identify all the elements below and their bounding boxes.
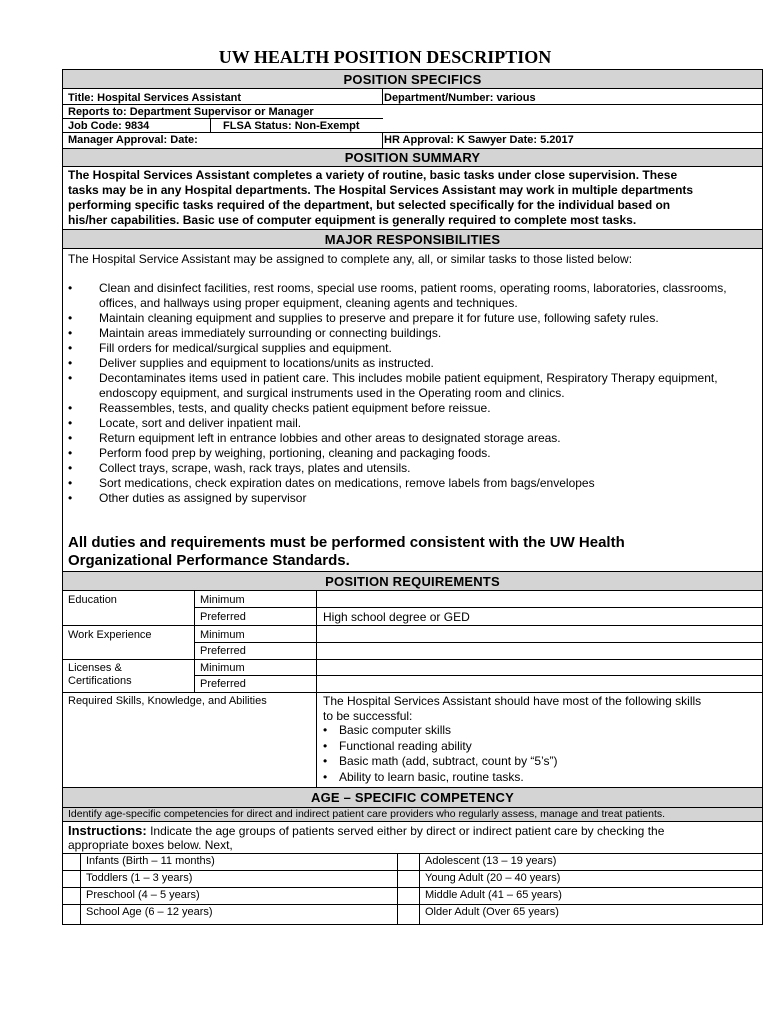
- list-item: • Maintain cleaning equipment and supplies to preserve and prepare it for future use, following safety rules.: [68, 311, 758, 326]
- title-field: Title: Hospital Services Assistant: [68, 92, 242, 104]
- minimum-label: Minimum: [200, 629, 245, 641]
- divider: [382, 89, 383, 104]
- skills-intro: The Hospital Services Assistant should have most of the following skills: [323, 694, 702, 708]
- minimum-label: Minimum: [200, 662, 245, 674]
- list-item: • Maintain areas immediately surrounding or connecting buildings.: [68, 326, 758, 341]
- divider: [419, 853, 420, 924]
- flsa-field: FLSA Status: Non-Exempt: [223, 120, 360, 132]
- performance-statement: Organizational Performance Standards.: [68, 552, 350, 569]
- preferred-label: Preferred: [200, 611, 246, 623]
- list-item: • Sort medications, check expiration dates on medications, remove labels from bags/envelopes: [68, 476, 758, 491]
- hr-approval-field: HR Approval: K Sawyer Date: 5.2017: [384, 134, 574, 146]
- summary-line: performing specific tasks required of the department, but selected specifically for the individual based on: [68, 198, 671, 212]
- job-code-field: Job Code: 9834: [68, 120, 150, 132]
- major-responsibilities-heading: MAJOR RESPONSIBILITIES: [63, 229, 762, 249]
- list-item: • Return equipment left in entrance lobbies and other areas to designated storage areas.: [68, 431, 758, 446]
- manager-approval-field: Manager Approval: Date:: [68, 134, 198, 146]
- infants-checkbox[interactable]: [63, 854, 80, 870]
- divider: [63, 625, 762, 626]
- position-summary-heading: POSITION SUMMARY: [63, 148, 762, 167]
- divider: [210, 118, 211, 132]
- preferred-label: Preferred: [200, 645, 246, 657]
- list-item: • Basic math (add, subtract, count by “5’s”): [323, 754, 558, 770]
- divider: [80, 853, 81, 924]
- licenses-label: Licenses &: [68, 662, 122, 674]
- reports-to-field: Reports to: Department Supervisor or Manager: [68, 106, 314, 118]
- age-group-label: Toddlers (1 – 3 years): [86, 872, 193, 884]
- adolescent-checkbox[interactable]: [398, 854, 419, 870]
- age-competency-heading: AGE – SPECIFIC COMPETENCY: [63, 787, 762, 808]
- divider: [63, 821, 762, 822]
- list-item: • Ability to learn basic, routine tasks.: [323, 770, 558, 786]
- skills-intro: to be successful:: [323, 709, 413, 723]
- position-requirements-heading: POSITION REQUIREMENTS: [63, 571, 762, 591]
- instructions-text: appropriate boxes below. Next,: [68, 838, 233, 852]
- performance-statement: All duties and requirements must be performed consistent with the UW Health: [68, 534, 625, 551]
- school-age-checkbox[interactable]: [63, 905, 80, 923]
- list-item: • Perform food prep by weighing, portioning, cleaning and packaging foods.: [68, 446, 758, 461]
- list-item: • Deliver supplies and equipment to locations/units as instructed.: [68, 356, 758, 371]
- list-item: • Functional reading ability: [323, 739, 558, 755]
- instructions-label: Instructions:: [68, 823, 147, 838]
- young-adult-checkbox[interactable]: [398, 871, 419, 887]
- divider: [194, 675, 762, 676]
- age-group-label: School Age (6 – 12 years): [86, 906, 213, 918]
- age-group-label: Infants (Birth – 11 months): [86, 855, 215, 867]
- list-item: • Clean and disinfect facilities, rest rooms, special use rooms, patient rooms, operating rooms, laboratories, classrooms, offices, and hallways using proper equipment, cleaning agents and techniques.: [68, 281, 758, 311]
- list-item: • Collect trays, scrape, wash, rack trays, plates and utensils.: [68, 461, 758, 476]
- list-item: • Other duties as assigned by supervisor: [68, 491, 758, 506]
- instructions-body: Indicate the age groups of patients served either by direct or indirect patient care by checking the: [146, 824, 665, 838]
- divider: [63, 104, 762, 105]
- department-field: Department/Number: various: [384, 92, 536, 104]
- divider: [382, 132, 383, 148]
- identify-text: Identify age-specific competencies for direct and indirect patient care providers who regularly assess, manage and treat patients.: [68, 808, 666, 820]
- education-label: Education: [68, 594, 117, 606]
- list-item: • Decontaminates items used in patient care. This includes mobile patient equipment, Respiratory Therapy equipment, endoscopy equipment, and surgical instruments used in the Operating room and clinics.: [68, 371, 758, 401]
- age-group-label: Preschool (4 – 5 years): [86, 889, 200, 901]
- older-adult-checkbox[interactable]: [398, 905, 419, 923]
- age-group-label: Middle Adult (41 – 65 years): [425, 889, 562, 901]
- list-item: • Fill orders for medical/surgical supplies and equipment.: [68, 341, 758, 356]
- summary-line: tasks may be in any Hospital departments. The Hospital Services Assistant may work in multiple departments: [68, 183, 694, 197]
- preferred-label: Preferred: [200, 678, 246, 690]
- summary-line: The Hospital Services Assistant completes a variety of routine, basic tasks under close supervision. These: [68, 168, 678, 182]
- toddlers-checkbox[interactable]: [63, 871, 80, 887]
- list-item: • Locate, sort and deliver inpatient mail.: [68, 416, 758, 431]
- instructions-text: [68, 823, 664, 838]
- page-title: UW HEALTH POSITION DESCRIPTION: [218, 47, 552, 67]
- divider: [194, 642, 762, 643]
- divider: [194, 607, 762, 608]
- skills-label: Required Skills, Knowledge, and Abilities: [68, 695, 267, 707]
- licenses-label: Certifications: [68, 675, 132, 687]
- preschool-checkbox[interactable]: [63, 888, 80, 904]
- summary-line: his/her capabilities. Basic use of computer equipment is generally required to complete most tasks.: [68, 213, 637, 227]
- divider: [63, 692, 762, 693]
- list-item: • Reassembles, tests, and quality checks patient equipment before reissue.: [68, 401, 758, 416]
- middle-adult-checkbox[interactable]: [398, 888, 419, 904]
- divider: [63, 659, 762, 660]
- divider: [63, 118, 383, 119]
- skills-list: [323, 723, 558, 785]
- minimum-label: Minimum: [200, 594, 245, 606]
- divider: [316, 591, 317, 787]
- responsibilities-intro: The Hospital Service Assistant may be assigned to complete any, all, or similar tasks to those listed below:: [68, 252, 633, 266]
- education-preferred-value: High school degree or GED: [323, 610, 470, 624]
- position-specifics-heading: POSITION SPECIFICS: [63, 69, 762, 89]
- age-group-label: Young Adult (20 – 40 years): [425, 872, 561, 884]
- age-group-label: Adolescent (13 – 19 years): [425, 855, 557, 867]
- work-experience-label: Work Experience: [68, 629, 152, 641]
- responsibilities-list: [68, 281, 758, 506]
- divider: [63, 132, 762, 133]
- age-group-label: Older Adult (Over 65 years): [425, 906, 559, 918]
- list-item: • Basic computer skills: [323, 723, 558, 739]
